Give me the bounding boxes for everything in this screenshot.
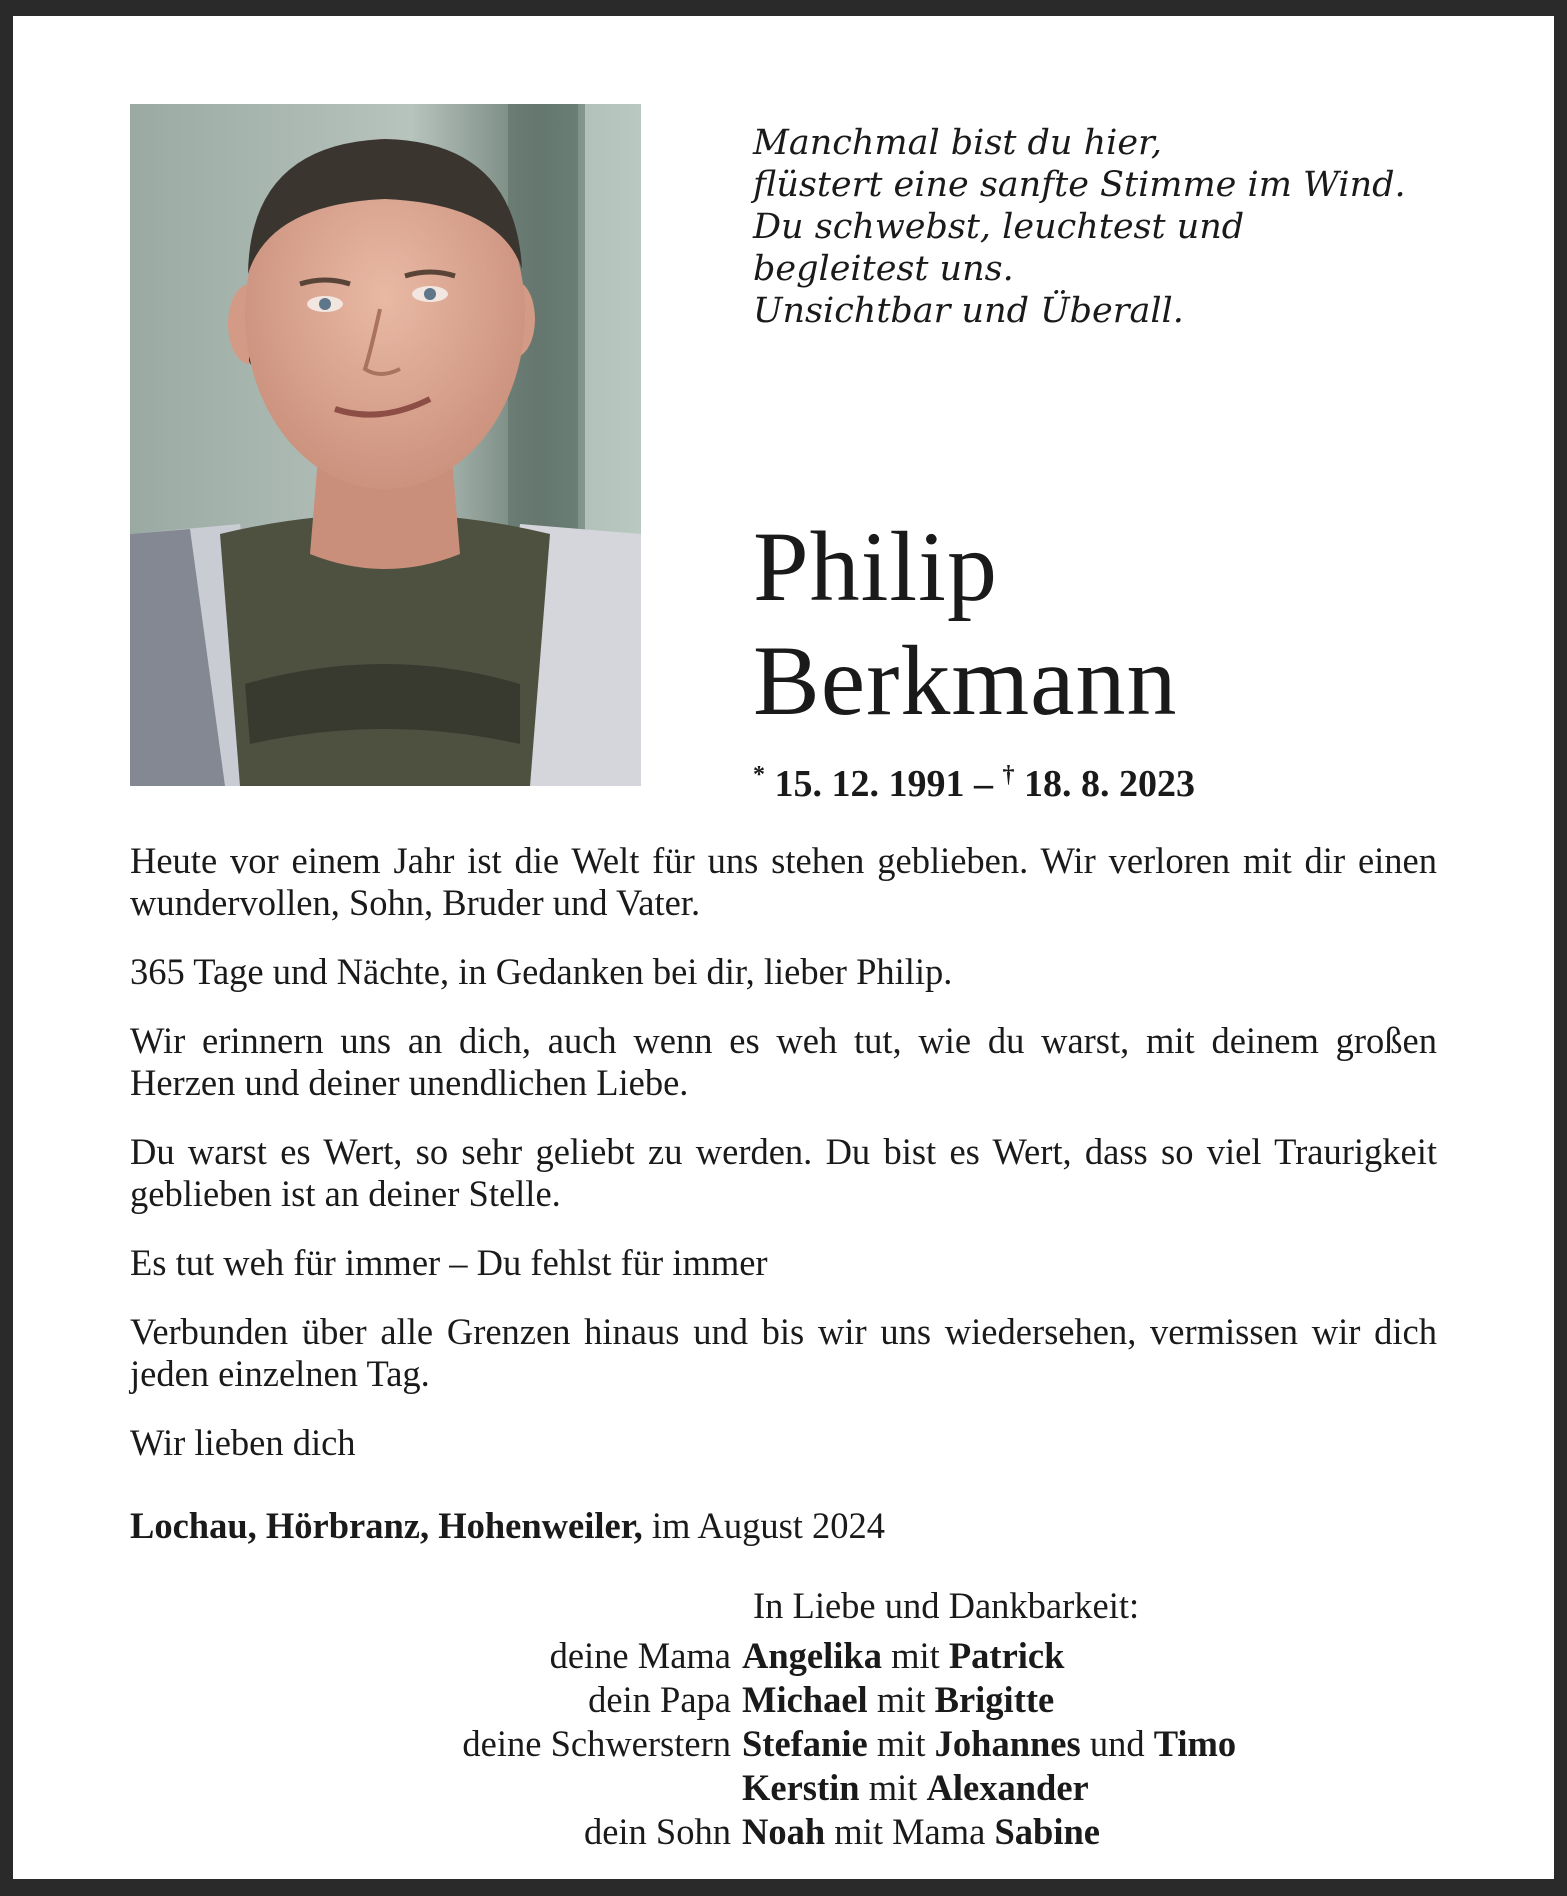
poem-line: Du schwebst, leuchtest und [753,207,1245,247]
towns: Lochau, Hörbranz, Hohenweiler, [130,1505,643,1546]
month-year: im August 2024 [651,1505,886,1546]
life-dates [753,752,1195,807]
conjunction: mit [868,1767,918,1808]
death-date: 18. 8. 2023 [1024,763,1195,805]
relation [130,1766,742,1810]
family-list [130,1634,1450,1854]
family-row [130,1634,1450,1678]
family-name: Michael [742,1679,868,1720]
family-row [130,1766,1450,1810]
conjunction: und [1089,1723,1145,1764]
family-name: Timo [1153,1723,1237,1764]
relation: deine Schwerstern [462,1723,731,1764]
poem-line: begleitest uns. [753,249,1014,289]
family-name: Stefanie [742,1723,868,1764]
relation: deine Mama [549,1635,731,1676]
birth-date: 15. 12. 1991 [774,763,965,805]
family-name: Angelika [742,1635,882,1676]
paragraph: Verbunden über alle Grenzen hinaus und bis wir uns wiedersehen, vermissen wir dich jeden einzelnen Tag. [130,1311,1437,1394]
death-symbol: † [1002,762,1015,788]
paragraph: Es tut weh für immer – Du fehlst für immer [130,1242,768,1283]
conjunction: mit [876,1723,926,1764]
family-row [130,1810,1450,1854]
poem-line: Manchmal bist du hier, [753,123,1163,163]
poem-line: Unsichtbar und Überall. [753,291,1184,331]
family-name: Sabine [994,1811,1100,1852]
memorial-text [130,840,1437,1491]
conjunction: mit Mama [834,1811,986,1852]
family-row [130,1722,1450,1766]
family-name: Noah [742,1811,826,1852]
family-name: Brigitte [934,1679,1055,1720]
paragraph: Du warst es Wert, so sehr geliebt zu werden. Du bist es Wert, dass so viel Traurigkeit geblieben ist an deiner Stelle. [130,1131,1437,1214]
relation: dein Sohn [583,1811,731,1852]
first-name: Philip [753,511,998,622]
poem-line: flüstert eine sanfte Stimme im Wind. [753,165,1406,205]
place-and-date [130,1504,885,1548]
memorial-poem [753,122,1453,332]
birth-symbol: * [753,762,765,788]
paragraph: Wir erinnern uns an dich, auch wenn es weh tut, wie du warst, mit deinem großen Herzen und deiner unendlichen Liebe. [130,1020,1437,1103]
portrait-photo [130,104,641,786]
paragraph: Heute vor einem Jahr ist die Welt für uns stehen geblieben. Wir verloren mit dir einen wundervollen, Sohn, Bruder und Vater. [130,840,1437,923]
conjunction: mit [876,1679,926,1720]
conjunction: mit [891,1635,940,1676]
paragraph: 365 Tage und Nächte, in Gedanken bei dir, lieber Philip. [130,951,953,992]
thanks-line: In Liebe und Dankbarkeit: [753,1585,1140,1626]
family-row [130,1678,1450,1722]
family-name: Kerstin [742,1767,860,1808]
family-name: Alexander [926,1767,1089,1808]
paragraph: Wir lieben dich [130,1422,356,1463]
family-name: Patrick [948,1635,1065,1676]
last-name: Berkmann [753,625,1178,736]
relation: dein Papa [588,1679,731,1720]
deceased-name [753,510,1178,738]
family-name: Johannes [934,1723,1081,1764]
date-separator: – [964,763,1003,805]
